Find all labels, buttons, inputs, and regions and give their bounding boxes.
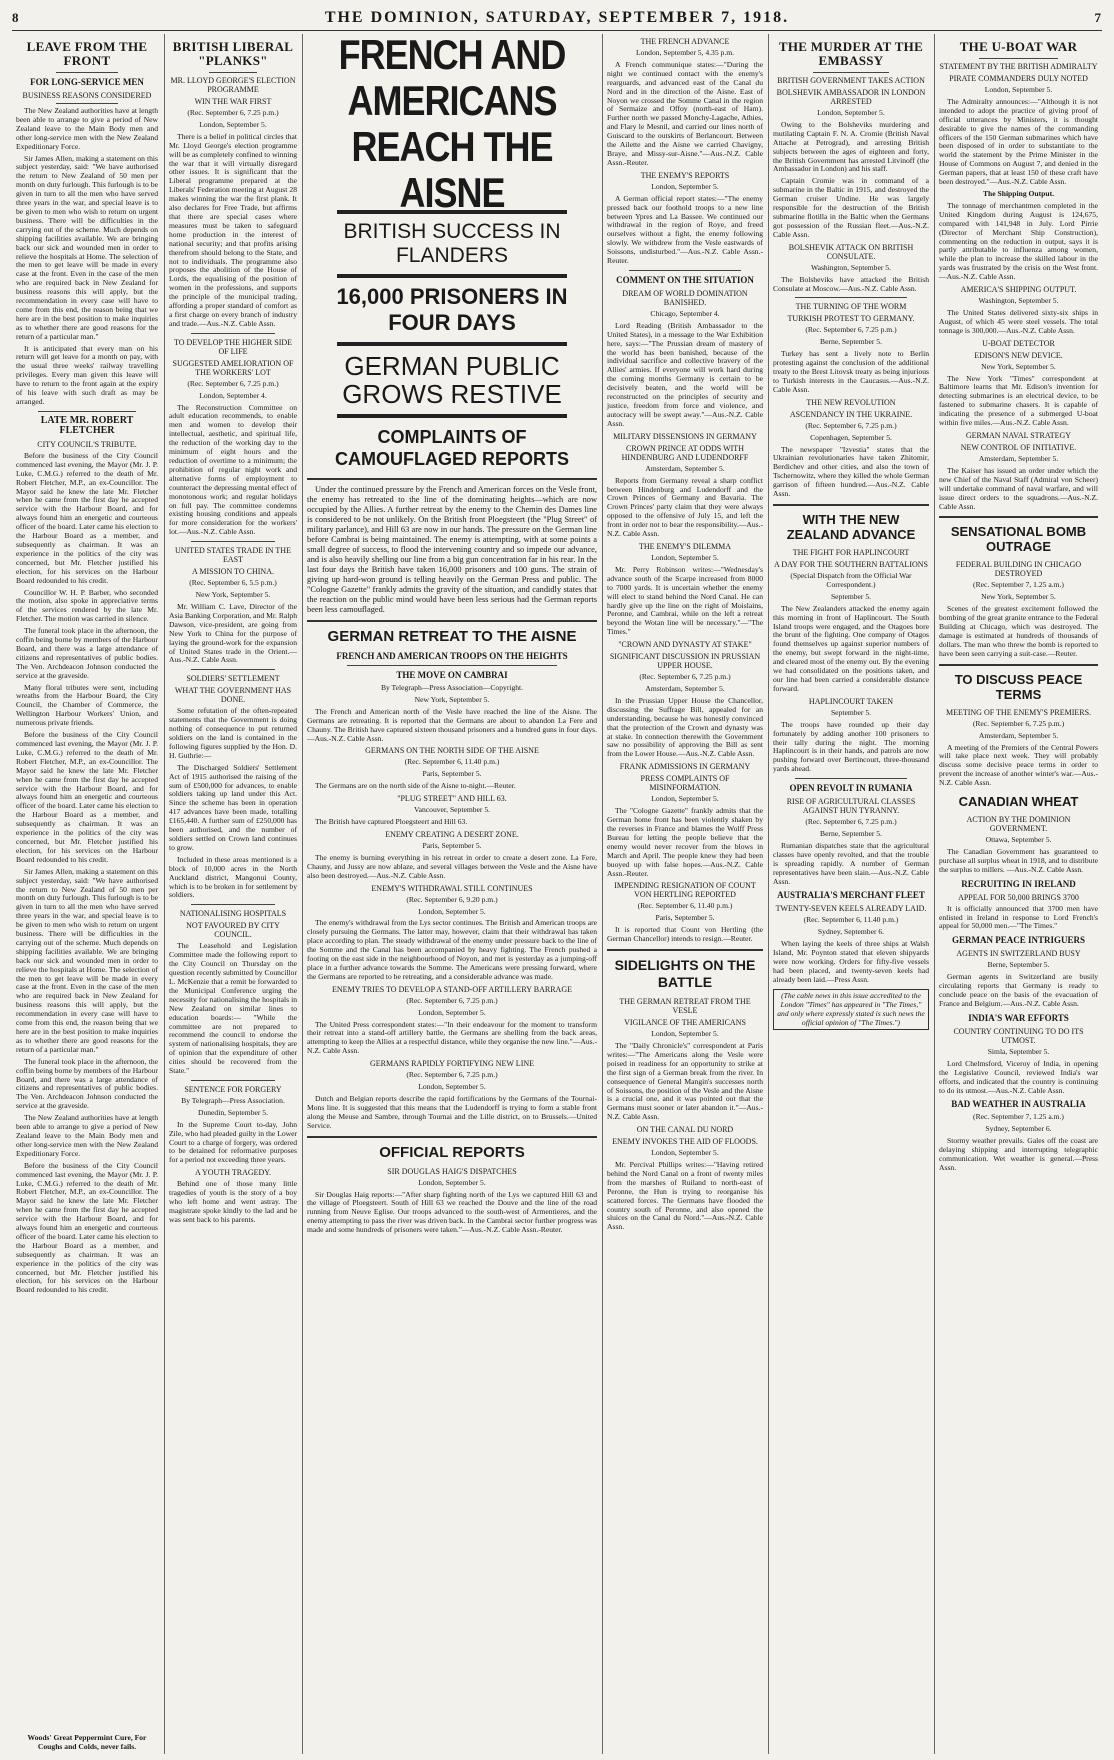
article-paragraph: The Discharged Soldiers' Settlement Act of 1915 authorised the raising of the sum of £500,000 for advances, to enable soldiers taking up land under this Act. Since the scheme has been in operation 417 advances have been made, totalling £165,440. A further sum of £250,000 has been authorised, and the number of soldiers settled on Crown land continues to grow.: [169, 762, 297, 852]
subheadline: VIGILANCE OF THE AMERICANS: [624, 1018, 746, 1028]
column-5: [769, 34, 933, 1754]
headline: TO DISCUSS PEACE TERMS: [954, 671, 1083, 702]
subheadline: ACTION BY THE DOMINION GOVERNMENT.: [966, 815, 1071, 834]
headline: LEAVE FROM THE FRONT: [26, 39, 148, 68]
headline: BRITISH LIBERAL "PLANKS": [172, 39, 294, 68]
subheadline: NEW CONTROL OF INITIATIVE.: [960, 443, 1077, 452]
headline: SIDELIGHTS ON THE BATTLE: [614, 957, 756, 991]
masthead-left: 8: [12, 10, 20, 25]
dateline: September 5.: [830, 707, 872, 717]
advertisement: Woods' Great Peppermint Cure, For Coughs and Colds, never fails.: [16, 1734, 158, 1752]
article-paragraph: The Reconstruction Committee on adult education recommends, to enable men and women to develop their intellectual, aesthetic, and spiritual life, the reduction of the working day to the minimum of eight hours and the reduction of overtime to a minimum; the prohibition of regular night work and alternative forms of employment to counteract the depressing mental effect of monotonous work; and regular holidays on full pay. The committee condemns existing housing conditions and appeals for more consideration for the workers' lot.—Aus.-N.Z. Cable Assn.: [169, 402, 297, 537]
article-paragraph: It is anticipated that every man on his return will get leave for a month on pay, with the usual three weeks' railway travelling privileges. Every man given this leave will have to return to the front again at the expiry of his leave with such draft as may be arranged.: [16, 343, 158, 406]
article-paragraph: The New York "Times" correspondent at Baltimore learns that Mr. Edison's invention for detecting submarines is an electrical device, to be fastened to submarine chasers. It is capable of indicating the presence of a submerged U-boat within five miles.—Aus.-N.Z. Cable Assn.: [939, 373, 1098, 428]
headline: THE MURDER AT THE EMBASSY: [778, 39, 924, 68]
headline: OPEN REVOLT IN RUMANIA: [789, 783, 913, 794]
subheadline: THE GERMAN RETREAT FROM THE VESLE: [619, 997, 751, 1016]
article-paragraph: Sir James Allen, making a statement on this subject yesterday, said: "We have authorised the return to New Zealand of 50 men per month on duty furlough. This furlough is to be given in turn to all the men who have served three years in the war, and special leave is to be given to men who wish to return on urgent business. There will be difficulties in the carrying out of the scheme. Much depends on shipping facilities available. We are bringing back our sick and wounded men in order to relieve the hospitals at Home. The selection of the men to get leave will be made in every case at the front. Even in the case of the men who are required back in New Zealand for business reasons this will apply, but the recommendation in every case will have to come from this end, the reason being that we here are in the best position to make inquiries as to whether there are good reasons for the return of a particular man.": [16, 153, 158, 341]
article-paragraph: There is a belief in political circles that Mr. Lloyd George's election programme will be as completely confined to winning the war that it will virtually disregard other issues. It is significant that the Liberal programme prepared at the Liberals' Federation meeting at August 28 makes winning the war the first plank. It also declares for Free Trade, but affirms that there are special cases where measures must be taken to safeguard home production in the interest of national security; and that profits arising therefrom should belong to the State, and not to individuals. The programme also proposes the abolition of the House of Lords, the equalising of the position of women in the professions, and supports the principle of the municipal trading, affording a proper standard of comfort as a first charge on every branch of industry and trade.—Aus.-N.Z. Cable Assn.: [169, 131, 297, 328]
dateline: Berne, September 5.: [820, 337, 882, 347]
dateline: (Rec. September 6, 11.40 p.m.): [637, 901, 733, 911]
article-paragraph: The troops have rounded up their day fortunately by adding another 100 prisoners to their tally during the night. The morning Haplincourt is in their hands, and patrols are now pushing forward over Bertincourt, three-thousand yards ahead.: [773, 719, 929, 774]
subheadline: MILITARY DISSENSIONS IN GERMANY: [613, 431, 757, 441]
subheadline: IMPENDING RESIGNATION OF COUNT VON HERTLING REPORTED: [614, 881, 756, 900]
headline: OFFICIAL REPORTS: [379, 1143, 525, 1161]
subheadline: STATEMENT BY THE BRITISH ADMIRALTY: [939, 62, 1098, 71]
subheadline: MEETING OF THE ENEMY'S PREMIERS.: [945, 707, 1092, 717]
headline: CANADIAN WHEAT: [958, 794, 1079, 810]
dateline: Amsterdam, September 5.: [978, 454, 1059, 463]
subheadline: HAPLINCOURT TAKEN: [808, 696, 894, 706]
article-paragraph: Stormy weather prevails. Gales off the coast are delaying shipping and interrupting telegraphic communication. Wet weather is general.—Press Assn.: [939, 1136, 1098, 1172]
headline: SENSATIONAL BOMB OUTRAGE: [950, 524, 1087, 555]
dateline: (Rec. September 6, 11.40 p.m.): [803, 915, 899, 925]
dateline: Berne, September 5.: [987, 960, 1050, 970]
subheadline: NATIONALISING HOSPITALS: [179, 909, 287, 919]
subheadline: FEDERAL BUILDING IN CHICAGO DESTROYED: [955, 560, 1082, 579]
article-paragraph: Owing to the Bolsheviks murdering and mutilating Captain F. N. A. Cromie (British Naval Attache at Petrograd), and arresting British subjects between the ages of eighteen and forty, the British Government has arrested Litvinoff (the Ambassador in London) and his staff.: [773, 119, 929, 174]
column-2: [165, 34, 301, 1754]
dateline: (Rec. September 6, 5.5 p.m.): [189, 578, 277, 588]
dateline: (Rec. September 7, 1.25 a.m.): [973, 580, 1064, 590]
headline: GERMAN PEACE INTRIGUERS: [951, 935, 1085, 946]
article-paragraph: The funeral took place in the afternoon, the coffin being borne by members of the Harbour Board, and there was a large attendance of citizens and representatives of public bodies. The Ven. Archdeacon Johnson conducted the service at the graveside.: [16, 626, 158, 680]
masthead: [12, 6, 1102, 31]
subheadline: NOT FAVOURED BY CITY COUNCIL.: [186, 921, 280, 940]
subheadline: THE FIGHT FOR HAPLINCOURT: [792, 548, 910, 557]
article-paragraph: German agents in Switzerland are busily circulating reports that Germany is ready to conclude peace on the basis of the evacuation of France and Belgium.—Aus.-N.Z. Cable Assn.: [939, 972, 1098, 1008]
subheadline: COUNTRY CONTINUING TO DO ITS UTMOST.: [953, 1026, 1084, 1045]
subheadline: AGENTS IN SWITZERLAND BUSY: [956, 949, 1081, 959]
dateline: Sydney, September 6.: [817, 927, 885, 937]
dateline: London, September 5.: [418, 1082, 486, 1092]
dateline: (Rec. September 6, 11.40 p.m.): [404, 757, 500, 767]
subheadline: The Shipping Output.: [982, 188, 1055, 198]
newspaper-page: [12, 34, 1102, 1754]
article-paragraph: Turkey has sent a lively note to Berlin protesting against the conclusion of the additional treaty to the Brest Litovsk treaty as being injurious to Turkish interests in the Caucasus.—Aus.-N.Z. Cable Assn.: [773, 349, 929, 394]
cable-news-note: (The cable news in this issue accredited to the London "Times" has appeared in "The Times," and only where expressly stated is such news the official opinion of "The Times."): [773, 989, 929, 1031]
article-paragraph: The "Cologne Gazette" frankly admits that the German home front has been violently shaken by the reverses in France and blames the Wolff Press Bureau for letting the people believe that the enemy would never recover from the blows in March and April. The people knew they had been buoyed up with false hopes.—Aus.-N.Z. Cable Assn.-Reuter.: [607, 806, 763, 878]
subheadline: FOR LONG-SERVICE MEN: [30, 77, 144, 87]
subheadline: PIRATE COMMANDERS DULY NOTED: [949, 74, 1088, 83]
subheadline: FRANK ADMISSIONS IN GERMANY: [619, 762, 751, 772]
headline: COMMENT ON THE SITUATION: [616, 274, 754, 285]
article-paragraph: The United Press correspondent states:—"In their endeavour for the moment to transform their retreat into a stand-off artillery battle, the Germans are shelling from the back areas, attempting to keep the Allies at a respectful distance, while they organise the new line."—Aus.-N.Z. Cable Assn.: [307, 1019, 597, 1056]
dateline: (Rec. September 6, 7.25 p.m.): [639, 672, 731, 682]
article-paragraph: Some refutation of the often-repeated statements that the Government is doing nothing of consequence to put returned soldiers on the land is contained in the following figures supplied by the Hon. D. H. Guthrie:—: [169, 706, 297, 760]
article-paragraph: Lord Chelmsford, Viceroy of India, in opening the Legislative Council, reviewed India's war efforts, and indicated that the country is continuing to do its utmost.—Aus.-N.Z. Cable Assn.: [939, 1058, 1098, 1095]
subheadline: THE MOVE ON CAMBRAI: [396, 670, 508, 680]
article-paragraph: Before the business of the City Council commenced last evening, the Mayor (Mr. J. P. Luke, C.M.G.) referred to the death of Mr. Robert Fletcher, M.P., an ex-Councillor. The Mayor said he knew the late Mr. Fletcher when he came from the first day he accepted service with the Harbour Board, and for always found him an energetic and courteous officer of the board. Later came his election to the Harbour Board as a member, and subsequently as chairman. It was an experience in the politics of the city was concerned, but Mr. Fletcher justified his election, for his services on the Harbour Board redounded to his credit.: [16, 730, 158, 864]
subheadline: AMERICA'S SHIPPING OUTPUT.: [960, 285, 1077, 295]
article-paragraph: Sir Douglas Haig reports:—"After sharp fighting north of the Lys we captured Hill 63 and the village of Ploegsteert. South of Hill 63 we reached the Douve and the line of the road running from Neuve Eglise. Our troops advanced to the south-west of Armentieres, and the enemy attempting to pass the river was driven back. In the Cambrai sector further progress was made and some hundreds of prisoners were taken."—Aus.-N.Z. Cable Assn.-Reuter.: [307, 1189, 597, 1235]
subheadline: ENEMY CREATING A DESERT ZONE.: [385, 829, 519, 839]
dateline: Amsterdam, September 5.: [978, 730, 1059, 740]
article-paragraph: When laying the keels of three ships at Walsh Island, Mr. Poynton stated that eleven shipyards were now working. Orders for fifty-five vessels had been placed, and twenty-seven keels had already been laid.—Press Assn.: [773, 939, 929, 984]
subheadline: GERMANS RAPIDLY FORTIFYING NEW LINE: [369, 1059, 535, 1069]
subheadline: SIR DOUGLAS HAIG'S DISPATCHES: [387, 1166, 517, 1176]
subheadline: ENEMY INVOKES THE AID OF FLOODS.: [612, 1137, 758, 1147]
article-paragraph: Lord Reading (British Ambassador to the United States), in a message to the War Exhibition here, says:—"The Prussian dream of mastery of the world has been banished, because of the individual sacrifice and collective bravery of the Allies' armies. If everyone will work hard during the coming months Germany is certain to be decisively beaten, and the world will be reconstructed on the principles of security and justice, freedom from force and violence, and autocracy will be swept away."—Aus.-N.Z. Cable Assn.: [607, 320, 763, 428]
byline: By Telegraph—Press Association—Copyright.: [380, 683, 524, 692]
article-paragraph: The Admiralty announces:—"Although it is not intended to adopt the practice of giving proof of official utterances by Ministers, it is thought desirable to give the names of the commanding officers of the 150 German submarines which have been disposed of in order to substantiate to the world the statement by the Prime Minister in the House of Commons on August 7, and denied in the German papers, that at least 150 of these craft have been destroyed."—Aus.-N.Z. Cable Assn.: [939, 96, 1098, 187]
dateline: Washington, September 5.: [811, 262, 891, 272]
subheadline: SENTENCE FOR FORGERY: [184, 1084, 282, 1094]
article-paragraph: Mr. Perry Robinson writes:—"Wednesday's advance south of the Scarpe increased from 8000 to 7000 yards. It is uncertain whether the enemy will elect to stand behind the Nord Canal. He can hardly give up the line on the right of Moislains, Peronne, and Cambrai, while on the left a retreat beyond the Wotan line will be necessary."—"The Times.": [607, 564, 763, 637]
lead-headline: FRENCH AND AMERICANS REACH THE AISNE: [338, 34, 566, 216]
dateline: Chicago, September 4.: [650, 308, 720, 318]
article-paragraph: Before the business of the City Council commenced last evening, the Mayor (Mr. J. P. Luke, C.M.G.) referred to the death of Mr. Robert Fletcher, M.P., an ex-Councillor. The Mayor said he knew the late Mr. Fletcher when he came from the first day he accepted service with the Harbour Board, and for always found him an energetic and courteous officer of the board. Later came his election to the Harbour Board as a member, and subsequently as chairman. It was an experience in the politics of the city was concerned, but Mr. Fletcher justified his election, for his services on the Harbour Board redounded to his credit.: [16, 1160, 158, 1295]
article-paragraph: Before the business of the City Council commenced last evening, the Mayor (Mr. J. P. Luke, C.M.G.) referred to the death of Mr. Robert Fletcher, M.P., an ex-Councillor. The Mayor said he knew the late Mr. Fletcher when he came from the first day he accepted service with the Harbour Board, and for always found him an energetic and courteous officer of the board. Later came his election to the Harbour Board as a member, and subsequently as chairman. It was an experience in the politics of the city was concerned, but Mr. Fletcher justified his election, for his services on the Harbour Board redounded to his credit.: [16, 450, 158, 585]
subheadline: A DAY FOR THE SOUTHERN BATTALIONS: [774, 560, 928, 569]
subheadline: PRESS COMPLAINTS OF MISINFORMATION.: [640, 774, 730, 793]
article-paragraph: A German official report states:—"The enemy pressed back our foothold troops to a new line between Ypres and La Bassee. We continued our withdrawal in the region of Roye, and freed ourselves without a fight, the enemy following slowly. We withdrew from the Vesle eastwards of Soissons, undisturbed."—Aus.-N.Z. Cable Assn.-Reuter.: [607, 193, 763, 266]
article-paragraph: In the Prussian Upper House the Chancellor, discussing the Suffrage Bill, appealed for an understanding, because he was honestly convinced that the protection of the Crown and dynasty was at stake. In connection therewith the Government saw no possibility of approving the Bill as sent from the Lower House.—Aus.-N.Z. Cable Assn.: [607, 695, 763, 759]
dateline: London, September 5.: [817, 108, 885, 117]
article-paragraph: Rumanian dispatches state that the agricultural classes have openly revolted, and that the trouble is spreading rapidly. A number of German representatives have been slain.—Aus.-N.Z. Cable Assn.: [773, 840, 929, 886]
dateline: (Rec. September 6, 7.25 p.m.): [187, 378, 279, 388]
dateline: (Rec. September 6, 7.25 p.m.): [406, 995, 498, 1005]
dateline: (Rec. September 6, 7.25 p.m.): [805, 817, 897, 827]
dateline: (Rec. September 7, 1.25 a.m.): [973, 1112, 1064, 1122]
lead-subheadline: BRITISH SUCCESS IN FLANDERS: [343, 220, 561, 267]
dateline: (Rec. September 6, 7.25 p.m.): [805, 420, 897, 430]
headline: AUSTRALIA'S MERCHANT FLEET: [777, 890, 925, 901]
article-paragraph: The Canadian Government has guaranteed to purchase all surplus wheat in 1918, and to distribute the surplus to millers. —Aus.-N.Z. Cable Assn.: [939, 846, 1098, 874]
dateline: New York, September 5.: [414, 694, 490, 704]
subheadline: DREAM OF WORLD DOMINATION BANISHED.: [622, 288, 748, 307]
article-paragraph: Behind one of those many little tragedies of youth is the story of a boy who left home and went astray. The magistrate spoke kindly to the lad and he was sent back to his parents.: [169, 1179, 297, 1224]
article-paragraph: The New Zealand authorities have at length been able to arrange to give a period of New Zealand leave to the Main Body men and other long-service men with the New Zealand Expeditionary Force.: [16, 106, 158, 151]
article-paragraph: The funeral took place in the afternoon, the coffin being borne by members of the Harbour Board, and there was a large attendance of citizens and representatives of public bodies. The Ven. Archdeacon Johnson conducted the service at the graveside.: [16, 1056, 158, 1111]
article-paragraph: The Germans are on the north side of the Aisne to-night.—Reuter.: [315, 781, 516, 791]
subheadline: MR. LLOYD GEORGE'S ELECTION PROGRAMME: [170, 76, 296, 94]
subheadline: EDISON'S NEW DEVICE.: [974, 350, 1063, 360]
article-paragraph: Captain Cromie was in command of a submarine in the Baltic in 1915, and destroyed the German cruiser Undine. He was largely responsible for the destruction of the British submarine flotilla in the Baltic when the Germans got possession of the Russian fleet.—Aus.-N.Z. Cable Assn.: [773, 176, 929, 239]
dateline: London, September 5.: [199, 119, 267, 129]
subheadline: GERMAN NAVAL STRATEGY: [965, 431, 1072, 440]
dateline: September 5.: [830, 591, 872, 601]
subheadline: SIGNIFICANT DISCUSSION IN PRUSSIAN UPPER HOUSE.: [609, 652, 761, 671]
article-paragraph: The Leasehold and Legislation Committee made the following report to the City Council on Thursday on the question recently submitted by Councillor L. McKenzie that a remit be forwarded to the Municipal Conference urging the necessity for nationalising the hospitals in New Zealand on similar lines to education boards:— "While the committee are not prepared to recommend the council to endorse the system of nationalising hospitals, they are of opinion that the expenditure of other cities should be recovered from the State.": [169, 941, 297, 1076]
subheadline: RISE OF AGRICULTURAL CLASSES AGAINST HUN TYRANNY.: [786, 797, 916, 816]
dateline: (Rec. September 6, 7.25 p.m.): [406, 1070, 498, 1080]
dateline: London, September 5, 4.35 p.m.: [635, 48, 735, 57]
article-paragraph: It is reported that Count von Hertling (the German Chancellor) intends to resign.—Reuter.: [607, 925, 763, 944]
article-paragraph: Included in these areas mentioned is a block of 10,000 acres in the North Auckland district, Mangonui County, which is to be broken in for settlement by soldiers.: [169, 854, 297, 900]
subheadline: ENEMY'S WITHDRAWAL STILL CONTINUES: [371, 883, 533, 893]
dateline: London, September 5.: [651, 1148, 719, 1158]
subheadline: FRENCH AND AMERICAN TROOPS ON THE HEIGHTS: [336, 651, 568, 661]
lead-subheadline: 16,000 PRISONERS IN FOUR DAYS: [336, 284, 568, 335]
lead-subheadline: GERMAN PUBLIC GROWS RESTIVE: [342, 351, 562, 409]
column-1: [12, 34, 162, 1754]
column-4: [603, 34, 767, 1754]
dateline: London, September 5.: [418, 1177, 486, 1187]
dateline: Paris, September 5.: [655, 913, 715, 923]
dateline: (Special Dispatch from the Official War Correspondent.): [790, 571, 912, 589]
subheadline: SOLDIERS' SETTLEMENT: [186, 674, 280, 684]
subheadline: THE FRENCH ADVANCE: [640, 37, 730, 46]
dateline: (Rec. September 6, 7.25 p.m.): [805, 325, 897, 335]
article-paragraph: The newspaper "Izvestia" states that the Ukrainian revolutionaries have taken Zhitomir, Berdichev and other cities, and also the town of Tschernowitz, where they killed the whole German garrison of fifteen hundred.—Aus.-N.Z. Cable Assn.: [773, 444, 929, 499]
subheadline: BRITISH GOVERNMENT TAKES ACTION: [777, 76, 925, 85]
subheadline: A YOUTH TRAGEDY.: [194, 1168, 272, 1178]
subheadline: WIN THE WAR FIRST: [194, 97, 272, 106]
dateline: New York, September 5.: [195, 590, 271, 600]
column-3: [303, 34, 601, 1754]
article-paragraph: The United States delivered sixty-six ships in August, of which 45 were steel vessels. The total tonnage is 300,000.—Aus.-N.Z. Cable Assn.: [939, 307, 1098, 335]
subheadline: ASCENDANCY IN THE UKRAINE.: [789, 409, 913, 419]
headline: RECRUITING IN IRELAND: [961, 878, 1076, 889]
dateline: Washington, September 5.: [978, 296, 1059, 306]
headline: LATE MR. ROBERT FLETCHER: [40, 414, 134, 436]
dateline: London, September 5.: [418, 1007, 486, 1017]
subheadline: TO DEVELOP THE HIGHER SIDE OF LIFE: [173, 337, 293, 356]
article-paragraph: It is officially announced that 3700 men have enlisted in Ireland in response to Lord French's appeal for 50,000 men.—"The Times.": [939, 903, 1098, 931]
article-paragraph: The enemy's withdrawal from the Lys sector continues. The British and American troops are closely pursuing the Germans. The latter may, however, claim that their withdrawal has taken place according to plan. The steady withdrawal of the enemy under pressure back to the line of the Somme and the Canal has been accompanied by heavy fighting. The French pushed a footing on the east side in the neighbourhood of Noyon, and met is yesterday as a jumping-off place in a further advance towards the Somme. The Americans were pressing forward, where the Germans are reported to be retreating, and a considerable advance was made.: [307, 918, 597, 981]
dateline: London, September 5.: [984, 85, 1053, 94]
article-paragraph: In the Supreme Court to-day, John Zile, who had pleaded guilty in the Lower Court to a charge of forgery, was ordered to be detained for reformative purposes for a period not exceeding three years.: [169, 1119, 297, 1165]
subheadline: A MISSION TO CHINA.: [192, 567, 274, 577]
subheadline: THE ENEMY'S REPORTS: [640, 170, 730, 180]
lead-paragraph: Under the continued pressure by the French and American forces on the Vesle front, the enemy has retreated to the line of the dominating heights—which are now occupied by the Allies. A further retreat by the enemy to the Chemin des Dames line is considered to be not unlikely. On the British front Ploegsteert (the "Plug Street" of military parlance), and Hill 63 are now in our hands. The pressure on the German line before Cambrai is being maintained. The enemy is attempting, with at some points a small degree of success, to flood the intervening country and so impede our advance, and is also heavily shelling our line from a big gun concentration far in his rear. In the last four days the British have taken 16,000 prisoners and 100 guns. The strain of giving up hard-won ground is telling heavily on the German Press and public. The "Cologne Gazette" frankly admits the gravity of the situation, and candidly states that the reaction on the public mind would have been less serious had the German reports been less camouflaged.: [307, 485, 597, 614]
dateline: London, September 4.: [199, 390, 267, 400]
dateline: Paris, September 5.: [422, 840, 482, 850]
article-paragraph: Councillor W. H. P. Barber, who seconded the motion, also spoke in appreciative terms of the services rendered by the late Mr. Fletcher. The motion was carried in silence.: [16, 587, 158, 624]
article-paragraph: Reports from Germany reveal a sharp conflict between Hindenburg and Ludendorff and the Crown Princes of Germany and Bavaria. The Crown Princes' party claim that they were always opposed to the offensive of July 15, and left the front in order not to bear the responsibility.—Aus.-N.Z. Cable Assn.: [607, 475, 763, 539]
article-paragraph: The "Daily Chronicle's" correspondent at Paris writes:—"The Americans along the Vesle were poised in readiness for an opportunity to strike at the first sign of a German break from the river. In consequence of General Mangin's successes north of Soissons, the position of the Vesle and the Aisne is a crucial one, and it was pointed out that the Germans must sooner or later abandon it."—Aus.-N.Z. Cable Assn.: [607, 1040, 763, 1122]
subheadline: BOLSHEVIK AMBASSADOR IN LONDON ARRESTED: [776, 88, 926, 106]
dateline: Dunedin, September 5.: [197, 1107, 269, 1117]
dateline: Copenhagen, September 5.: [810, 432, 892, 442]
dateline: New York, September 5.: [981, 592, 1056, 602]
subheadline: CITY COUNCIL'S TRIBUTE.: [37, 439, 137, 449]
article-paragraph: The New Zealanders attacked the enemy again this morning in front of Haplincourt. The South Island troops were engaged, and the Otagoes bore the brunt of the fighting. One company of Otagos found themselves up against superior numbers of the enemy, but swept forward in the night-time, and cleared most of the enemy out. By the evening we had consolidated on the positions taken, and our line had been carried a considerable distance forward.: [773, 603, 929, 693]
article-paragraph: Many floral tributes were sent, including wreaths from the Harbour Board, the City Council, the Chamber of Commerce, the Wellington Harbour Workers' Union, and numerous private friends.: [16, 682, 158, 728]
page-number: 7: [1094, 10, 1102, 25]
dateline: London, September 5.: [651, 1029, 719, 1039]
subheadline: UNITED STATES TRADE IN THE EAST: [175, 546, 291, 565]
subheadline: "PLUG STREET" AND HILL 63.: [397, 794, 507, 804]
dateline: London, September 5.: [651, 794, 719, 804]
subheadline: APPEAL FOR 50,000 BRINGS 3700: [958, 892, 1079, 902]
dateline: London, September 5.: [418, 906, 486, 916]
article-paragraph: Mr. William C. Lave, Director of the Asia Banking Corporation, and Mr. Ralph Dawson, vice-president, are going from New York to China for the purpose of laying the ground-work for the expansion of United States trade in the Orient.—Aus.-N.Z. Cable Assn.: [169, 601, 297, 665]
column-6: [935, 34, 1102, 1754]
article-paragraph: A French communique states:—"During the night we continued contact with the enemy's rearguards, and advanced east of the Canal du Nord and in the direction of the Aisne. East of Noyon we crossed the Somme Canal in the region of Sermaize and Offoy (north-east of Ham). Further north we passed Monchy-Lagache, Athies, and Flary le Mesnil, and carried our lines north of Guiscard to the outskirts of Berlancourt. Between the Ailette and the Aisne we carried Chavigny, Braye, and Missy-sur-Aisne."—Aus.-N.Z. Cable Assn.-Reuter.: [607, 59, 763, 167]
subheadline: THE TURNING OF THE WORM: [795, 302, 907, 312]
dateline: Simla, September 5.: [987, 1046, 1050, 1056]
article-paragraph: Sir James Allen, making a statement on this subject yesterday, said: "We have authorised the return to New Zealand of 50 men per month on duty furlough. This furlough is to be given in turn to all the men who have served three years in the war, and special leave is to be given to men who wish to return on urgent business. There will be difficulties in the carrying out of the scheme. Much depends on shipping facilities available. We are bringing back our sick and wounded men in order to relieve the hospitals at Home. The selection of the men to get leave will be made in every case at the front. Even in the case of the men who are required back in New Zealand for business reasons this will apply, but the recommendation in every case will have to come from this end, the reason being that we here are in the best position to make inquiries as to whether there are good reasons for the return of a particular man.": [16, 866, 158, 1054]
lead-subheadline: COMPLAINTS OF CAMOUFLAGED REPORTS: [335, 427, 569, 469]
article-paragraph: The New Zealand authorities have at length been able to arrange to give a period of New Zealand leave to the Main Body men and other long-service men with the New Zealand Expeditionary Force.: [16, 1113, 158, 1158]
article-paragraph: The British have captured Ploegsteert and Hill 63.: [315, 817, 468, 827]
dateline: (Rec. September 6, 7.25 p.m.): [972, 718, 1065, 728]
dateline: Paris, September 5.: [422, 769, 482, 779]
subheadline: TURKISH PROTEST TO GERMANY.: [787, 314, 915, 324]
subheadline: THE ENEMY'S DILEMMA: [638, 541, 732, 551]
article-paragraph: The French and American north of the Vesle have reached the line of the Aisne. The Germans are retreating. It is reported that the Germans are about to abandon La Fere and Chauny. The British have captured sixteen thousand prisoners and a hundred guns in four days.—Aus.-N.Z. Cable Assn.: [307, 706, 597, 743]
article-paragraph: The enemy is burning everything in his retreat in order to create a desert zone. La Fere, Chauny, and Jussy are now ablaze, and several villages between the Vesle and the Aisne have also been destroyed.—Aus.-N.Z. Cable Assn.: [307, 852, 597, 880]
article-paragraph: Mr. Percival Phillips writes:—"Having retired behind the Nord Canal on a front of twenty miles from the marshes of Ruiland to north-east of Peronne, the Hun is trying to reorganise his scattered forces. The Germans have flooded the country south of Peronne, and also opened the sluices on the Canal du Nord."—Aus.-N.Z. Cable Assn.: [607, 1160, 763, 1232]
article-paragraph: Dutch and Belgian reports describe the rapid fortifications by the Germans of the Tournai-Mons line. It is suggested that this means that the Ludendorff is trying to form a stable front along the Meuse and Sambre, through Tournai and the Lille district, on to Brussels.—United Service.: [307, 1094, 597, 1130]
byline: By Telegraph—Press Association.: [181, 1095, 285, 1105]
dateline: Amsterdam, September 5.: [645, 684, 725, 694]
article-paragraph: A meeting of the Premiers of the Central Powers will take place next week. They will probably discuss some decisive peace terms in order to prevent the increase of another winter's war.—Aus.-N.Z. Cable Assn.: [939, 742, 1098, 788]
headline: GERMAN RETREAT TO THE AISNE: [327, 628, 577, 645]
article-paragraph: The tonnage of merchantmen completed in the United Kingdom during August is 124,675, compared with 141,948 in July. Lord Pirrie (Director of Merchant Ship Construction), commenting on the reduction in output, says it is partly attributable to influenza among women, while the plan to increase the skilled labour in the yards was frustrated by the crisis on the West front.—Aus.-N.Z. Cable Assn.: [939, 200, 1098, 282]
dateline: (Rec. September 6, 7.25 p.m.): [187, 108, 279, 117]
article-paragraph: The Bolsheviks have attacked the British Consulate at Moscow.—Aus.-N.Z. Cable Assn.: [773, 274, 929, 293]
subheadline: BUSINESS REASONS CONSIDERED: [22, 91, 152, 100]
headline: THE U-BOAT WAR: [959, 39, 1078, 54]
subheadline: ON THE CANAL DU NORD: [636, 1125, 734, 1135]
headline: INDIA'S WAR EFFORTS: [968, 1012, 1069, 1023]
subheadline: WHAT THE GOVERNMENT HAS DONE.: [174, 686, 292, 705]
subheadline: BOLSHEVIK ATTACK ON BRITISH CONSULATE.: [788, 242, 914, 261]
headline: WITH THE NEW ZEALAND ADVANCE: [786, 512, 916, 542]
subheadline: THE NEW REVOLUTION: [806, 397, 896, 407]
subheadline: ENEMY TRIES TO DEVELOP A STAND-OFF ARTILLERY BARRAGE: [331, 984, 572, 994]
subheadline: "CROWN AND DYNASTY AT STAKE": [618, 640, 752, 650]
article-paragraph: Scenes of the greatest excitement followed the bombing of the great granite entrance to the Federal Building at Chicago, which was destroyed. The damage is estimated at hundreds of thousands of dollars. The man who threw the bomb is reported to have been seen carrying a suit-case.—Reuter.: [939, 604, 1098, 658]
dateline: (Rec. September 6, 9.20 p.m.): [406, 894, 498, 904]
subheadline: CROWN PRINCE AT ODDS WITH HINDENBURG AND LUDENDORFF: [621, 443, 749, 462]
masthead-title: THE DOMINION, SATURDAY, SEPTEMBER 7, 1918.: [324, 9, 790, 26]
subheadline: U-BOAT DETECTOR: [982, 338, 1055, 348]
dateline: New York, September 5.: [981, 361, 1056, 371]
dateline: Sydney, September 6.: [985, 1124, 1052, 1134]
subheadline: GERMANS ON THE NORTH SIDE OF THE AISNE: [365, 746, 539, 756]
dateline: Ottawa, September 5.: [985, 835, 1052, 845]
dateline: Berne, September 5.: [820, 829, 882, 839]
dateline: Amsterdam, September 5.: [645, 463, 725, 473]
article-paragraph: The Kaiser has issued an order under which the new Chief of the Naval Staff (Admiral von Scheer) will undertake command of naval warfare, and will issue direct orders to the squadrons.—Aus.-N.Z. Cable Assn.: [939, 465, 1098, 511]
subheadline: TWENTY-SEVEN KEELS ALREADY LAID.: [775, 904, 927, 914]
dateline: London, September 5.: [651, 552, 719, 562]
subheadline: SUGGESTED AMELIORATION OF THE WORKERS' LOT: [172, 358, 294, 377]
dateline: Vancouver, September 5.: [413, 805, 491, 815]
headline: BAD WEATHER IN AUSTRALIA: [951, 1099, 1086, 1110]
dateline: London, September 5.: [651, 181, 719, 191]
